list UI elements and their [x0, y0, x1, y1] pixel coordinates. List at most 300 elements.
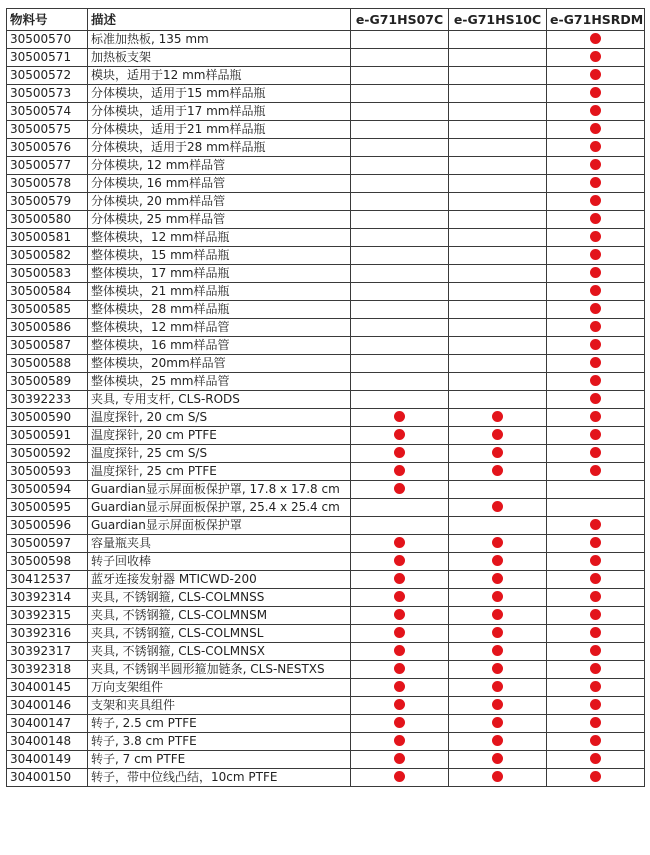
description-cell: 整体模块，20mm样品管 [88, 355, 351, 373]
table-row [7, 85, 645, 103]
part-number-cell: 30500581 [7, 229, 88, 247]
compatible-dot-icon [590, 159, 601, 170]
part-number-cell: 30400150 [7, 769, 88, 787]
model-compat-cell [547, 283, 645, 301]
model-compat-cell [547, 643, 645, 661]
compatible-dot-icon [394, 699, 405, 710]
compatible-dot-icon [590, 465, 601, 476]
description-cell: 标准加热板, 135 mm [88, 31, 351, 49]
part-number-cell: 30500580 [7, 211, 88, 229]
compatible-dot-icon [590, 69, 601, 80]
table-row [7, 625, 645, 643]
description-cell: 蓝牙连接发射器 MTICWD-200 [88, 571, 351, 589]
description-cell: 万向支架组件 [88, 679, 351, 697]
compatible-dot-icon [394, 591, 405, 602]
model-compat-cell [351, 661, 449, 679]
compatible-dot-icon [590, 123, 601, 134]
model-compat-cell [351, 265, 449, 283]
table-row [7, 337, 645, 355]
model-compat-cell [449, 211, 547, 229]
model-compat-cell [449, 391, 547, 409]
model-compat-cell [351, 157, 449, 175]
part-number-cell: 30400147 [7, 715, 88, 733]
model-compat-cell [547, 337, 645, 355]
compatible-dot-icon [590, 303, 601, 314]
compatible-dot-icon [394, 609, 405, 620]
compatible-dot-icon [590, 87, 601, 98]
description-cell: 模块，适用于12 mm样品瓶 [88, 67, 351, 85]
table-row [7, 427, 645, 445]
header-model-hs10c: e-G71HS10C [449, 9, 547, 31]
part-number-cell: 30500594 [7, 481, 88, 499]
part-number-cell: 30392318 [7, 661, 88, 679]
description-cell: 转子, 3.8 cm PTFE [88, 733, 351, 751]
model-compat-cell [351, 553, 449, 571]
model-compat-cell [351, 751, 449, 769]
model-compat-cell [449, 679, 547, 697]
part-number-cell: 30500575 [7, 121, 88, 139]
model-compat-cell [547, 67, 645, 85]
table-row [7, 517, 645, 535]
part-number-cell: 30500588 [7, 355, 88, 373]
table-row [7, 409, 645, 427]
model-compat-cell [449, 625, 547, 643]
model-compat-cell [547, 391, 645, 409]
description-cell: 夹具, 专用支杆, CLS-RODS [88, 391, 351, 409]
model-compat-cell [547, 751, 645, 769]
model-compat-cell [547, 553, 645, 571]
model-compat-cell [547, 715, 645, 733]
model-compat-cell [351, 481, 449, 499]
description-cell: 转子回收棒 [88, 553, 351, 571]
description-cell: 整体模块，15 mm样品瓶 [88, 247, 351, 265]
compatible-dot-icon [394, 411, 405, 422]
compatible-dot-icon [590, 735, 601, 746]
description-cell: 分体模块, 16 mm样品管 [88, 175, 351, 193]
model-compat-cell [547, 121, 645, 139]
description-cell: 夹具, 不锈钢半圆形箍加链条, CLS-NESTXS [88, 661, 351, 679]
table-row [7, 607, 645, 625]
model-compat-cell [547, 319, 645, 337]
part-number-cell: 30392317 [7, 643, 88, 661]
table-row [7, 139, 645, 157]
table-row [7, 499, 645, 517]
model-compat-cell [351, 715, 449, 733]
description-cell: 温度探针, 25 cm PTFE [88, 463, 351, 481]
model-compat-cell [449, 193, 547, 211]
description-cell: 整体模块，17 mm样品瓶 [88, 265, 351, 283]
model-compat-cell [449, 751, 547, 769]
model-compat-cell [449, 517, 547, 535]
model-compat-cell [351, 679, 449, 697]
model-compat-cell [449, 769, 547, 787]
table-row [7, 175, 645, 193]
compatible-dot-icon [492, 699, 503, 710]
description-cell: Guardian显示屏面板保护罩 [88, 517, 351, 535]
model-compat-cell [449, 733, 547, 751]
model-compat-cell [351, 139, 449, 157]
description-cell: 分体模块, 12 mm样品管 [88, 157, 351, 175]
compatible-dot-icon [590, 771, 601, 782]
compatible-dot-icon [590, 681, 601, 692]
model-compat-cell [351, 355, 449, 373]
table-row [7, 769, 645, 787]
table-row [7, 571, 645, 589]
model-compat-cell [351, 49, 449, 67]
part-number-cell: 30500577 [7, 157, 88, 175]
part-number-cell: 30500586 [7, 319, 88, 337]
model-compat-cell [351, 103, 449, 121]
compatible-dot-icon [492, 609, 503, 620]
table-row [7, 157, 645, 175]
compatible-dot-icon [590, 429, 601, 440]
model-compat-cell [449, 553, 547, 571]
model-compat-cell [547, 193, 645, 211]
model-compat-cell [449, 121, 547, 139]
model-compat-cell [547, 265, 645, 283]
model-compat-cell [351, 427, 449, 445]
model-compat-cell [449, 427, 547, 445]
model-compat-cell [351, 211, 449, 229]
description-cell: 分体模块, 25 mm样品管 [88, 211, 351, 229]
model-compat-cell [449, 31, 547, 49]
part-number-cell: 30500576 [7, 139, 88, 157]
compatible-dot-icon [492, 735, 503, 746]
compatible-dot-icon [394, 465, 405, 476]
description-cell: 夹具, 不锈钢箍, CLS-COLMNSM [88, 607, 351, 625]
compatible-dot-icon [394, 483, 405, 494]
part-number-cell: 30400149 [7, 751, 88, 769]
table-row [7, 661, 645, 679]
compatible-dot-icon [394, 555, 405, 566]
model-compat-cell [547, 229, 645, 247]
model-compat-cell [449, 157, 547, 175]
model-compat-cell [449, 607, 547, 625]
table-row [7, 247, 645, 265]
compatible-dot-icon [394, 753, 405, 764]
description-cell: 支架和夹具组件 [88, 697, 351, 715]
compatible-dot-icon [590, 627, 601, 638]
model-compat-cell [449, 589, 547, 607]
compatible-dot-icon [590, 177, 601, 188]
part-number-cell: 30500578 [7, 175, 88, 193]
part-number-cell: 30500589 [7, 373, 88, 391]
model-compat-cell [351, 247, 449, 265]
model-compat-cell [547, 139, 645, 157]
compatible-dot-icon [590, 537, 601, 548]
part-number-cell: 30392316 [7, 625, 88, 643]
compatible-dot-icon [590, 357, 601, 368]
description-cell: 整体模块，16 mm样品管 [88, 337, 351, 355]
model-compat-cell [449, 301, 547, 319]
model-compat-cell [449, 265, 547, 283]
compatible-dot-icon [590, 33, 601, 44]
model-compat-cell [351, 229, 449, 247]
part-number-cell: 30500571 [7, 49, 88, 67]
model-compat-cell [351, 625, 449, 643]
description-cell: 整体模块，21 mm样品瓶 [88, 283, 351, 301]
table-row [7, 697, 645, 715]
model-compat-cell [351, 517, 449, 535]
compatible-dot-icon [492, 591, 503, 602]
model-compat-cell [547, 607, 645, 625]
model-compat-cell [449, 499, 547, 517]
compatible-dot-icon [590, 51, 601, 62]
compatible-dot-icon [492, 771, 503, 782]
table-row [7, 679, 645, 697]
model-compat-cell [351, 67, 449, 85]
header-part-number: 物料号 [7, 9, 88, 31]
table-row [7, 103, 645, 121]
compatible-dot-icon [492, 411, 503, 422]
table-row [7, 31, 645, 49]
compatible-dot-icon [394, 645, 405, 656]
model-compat-cell [449, 643, 547, 661]
compatibility-table-wrapper [6, 8, 645, 787]
part-number-cell: 30500570 [7, 31, 88, 49]
model-compat-cell [449, 463, 547, 481]
header-model-hsrdm: e-G71HSRDM [547, 9, 645, 31]
model-compat-cell [449, 319, 547, 337]
model-compat-cell [449, 67, 547, 85]
compatible-dot-icon [590, 105, 601, 116]
model-compat-cell [449, 229, 547, 247]
table-row [7, 121, 645, 139]
model-compat-cell [547, 769, 645, 787]
compatible-dot-icon [492, 465, 503, 476]
compatible-dot-icon [590, 249, 601, 260]
description-cell: 分体模块，适用于15 mm样品瓶 [88, 85, 351, 103]
model-compat-cell [547, 85, 645, 103]
part-number-cell: 30500584 [7, 283, 88, 301]
model-compat-cell [449, 715, 547, 733]
compatible-dot-icon [394, 663, 405, 674]
model-compat-cell [449, 139, 547, 157]
part-number-cell: 30392314 [7, 589, 88, 607]
description-cell: 温度探针, 20 cm PTFE [88, 427, 351, 445]
part-number-cell: 30392315 [7, 607, 88, 625]
model-compat-cell [547, 445, 645, 463]
part-number-cell: 30500596 [7, 517, 88, 535]
model-compat-cell [351, 193, 449, 211]
part-number-cell: 30500582 [7, 247, 88, 265]
model-compat-cell [449, 49, 547, 67]
compatible-dot-icon [590, 393, 601, 404]
description-cell: 分体模块, 20 mm样品管 [88, 193, 351, 211]
model-compat-cell [547, 175, 645, 193]
compatible-dot-icon [590, 231, 601, 242]
model-compat-cell [547, 589, 645, 607]
part-number-cell: 30412537 [7, 571, 88, 589]
compatible-dot-icon [590, 753, 601, 764]
compatible-dot-icon [492, 537, 503, 548]
table-row [7, 355, 645, 373]
compatible-dot-icon [590, 339, 601, 350]
model-compat-cell [351, 175, 449, 193]
compatible-dot-icon [590, 321, 601, 332]
table-row [7, 733, 645, 751]
description-cell: 分体模块，适用于21 mm样品瓶 [88, 121, 351, 139]
model-compat-cell [547, 427, 645, 445]
compatible-dot-icon [492, 627, 503, 638]
compatible-dot-icon [590, 555, 601, 566]
model-compat-cell [351, 733, 449, 751]
header-description: 描述 [88, 9, 351, 31]
part-number-cell: 30400148 [7, 733, 88, 751]
model-compat-cell [449, 175, 547, 193]
header-model-hs07c: e-G71HS07C [351, 9, 449, 31]
part-number-cell: 30500573 [7, 85, 88, 103]
compatible-dot-icon [590, 285, 601, 296]
model-compat-cell [547, 49, 645, 67]
model-compat-cell [351, 85, 449, 103]
model-compat-cell [547, 301, 645, 319]
model-compat-cell [351, 589, 449, 607]
compatible-dot-icon [492, 717, 503, 728]
compatible-dot-icon [394, 771, 405, 782]
part-number-cell: 30392233 [7, 391, 88, 409]
model-compat-cell [351, 319, 449, 337]
model-compat-cell [351, 337, 449, 355]
table-body [7, 31, 645, 787]
compatible-dot-icon [590, 195, 601, 206]
model-compat-cell [449, 373, 547, 391]
part-number-cell: 30500572 [7, 67, 88, 85]
table-row [7, 301, 645, 319]
model-compat-cell [449, 481, 547, 499]
table-row [7, 463, 645, 481]
table-row [7, 49, 645, 67]
table-row [7, 265, 645, 283]
table-row [7, 481, 645, 499]
compatible-dot-icon [394, 573, 405, 584]
compatible-dot-icon [492, 753, 503, 764]
part-number-cell: 30500591 [7, 427, 88, 445]
compatible-dot-icon [394, 447, 405, 458]
model-compat-cell [449, 535, 547, 553]
model-compat-cell [547, 247, 645, 265]
compatible-dot-icon [394, 537, 405, 548]
model-compat-cell [351, 499, 449, 517]
compatible-dot-icon [590, 573, 601, 584]
table-row [7, 283, 645, 301]
compatible-dot-icon [590, 591, 601, 602]
description-cell: 加热板支架 [88, 49, 351, 67]
description-cell: 容量瓶夹具 [88, 535, 351, 553]
table-row [7, 715, 645, 733]
model-compat-cell [351, 283, 449, 301]
part-number-cell: 30500587 [7, 337, 88, 355]
compatible-dot-icon [590, 609, 601, 620]
part-number-cell: 30400145 [7, 679, 88, 697]
part-number-cell: 30500574 [7, 103, 88, 121]
model-compat-cell [547, 499, 645, 517]
description-cell: 温度探针, 20 cm S/S [88, 409, 351, 427]
model-compat-cell [449, 355, 547, 373]
description-cell: 夹具, 不锈钢箍, CLS-COLMNSS [88, 589, 351, 607]
model-compat-cell [449, 103, 547, 121]
part-number-cell: 30500590 [7, 409, 88, 427]
part-number-cell: 30500583 [7, 265, 88, 283]
table-row [7, 229, 645, 247]
model-compat-cell [351, 463, 449, 481]
description-cell: 整体模块，25 mm样品管 [88, 373, 351, 391]
description-cell: 转子, 7 cm PTFE [88, 751, 351, 769]
model-compat-cell [351, 373, 449, 391]
compatible-dot-icon [492, 681, 503, 692]
compatible-dot-icon [492, 555, 503, 566]
table-row [7, 193, 645, 211]
compatible-dot-icon [492, 645, 503, 656]
model-compat-cell [351, 535, 449, 553]
compatible-dot-icon [590, 375, 601, 386]
table-row [7, 373, 645, 391]
model-compat-cell [351, 643, 449, 661]
table-row [7, 535, 645, 553]
model-compat-cell [351, 121, 449, 139]
table-row [7, 319, 645, 337]
model-compat-cell [449, 661, 547, 679]
model-compat-cell [547, 463, 645, 481]
model-compat-cell [547, 481, 645, 499]
model-compat-cell [351, 571, 449, 589]
compatible-dot-icon [492, 429, 503, 440]
model-compat-cell [449, 571, 547, 589]
description-cell: Guardian显示屏面板保护罩, 25.4 x 25.4 cm [88, 499, 351, 517]
compatible-dot-icon [590, 267, 601, 278]
description-cell: 分体模块，适用于28 mm样品瓶 [88, 139, 351, 157]
table-row [7, 211, 645, 229]
compatible-dot-icon [590, 699, 601, 710]
compatible-dot-icon [394, 735, 405, 746]
model-compat-cell [547, 679, 645, 697]
model-compat-cell [547, 409, 645, 427]
model-compat-cell [351, 697, 449, 715]
description-cell: 转子, 2.5 cm PTFE [88, 715, 351, 733]
compatible-dot-icon [492, 501, 503, 512]
model-compat-cell [547, 157, 645, 175]
compatible-dot-icon [394, 429, 405, 440]
compatible-dot-icon [590, 519, 601, 530]
part-number-cell: 30500597 [7, 535, 88, 553]
compatible-dot-icon [394, 681, 405, 692]
compatible-dot-icon [492, 447, 503, 458]
model-compat-cell [351, 31, 449, 49]
table-row [7, 643, 645, 661]
description-cell: 夹具, 不锈钢箍, CLS-COLMNSX [88, 643, 351, 661]
part-number-cell: 30400146 [7, 697, 88, 715]
description-cell: 整体模块，28 mm样品瓶 [88, 301, 351, 319]
model-compat-cell [449, 445, 547, 463]
part-number-cell: 30500585 [7, 301, 88, 319]
table-row [7, 553, 645, 571]
model-compat-cell [449, 697, 547, 715]
compatibility-table [6, 8, 645, 787]
description-cell: 整体模块，12 mm样品管 [88, 319, 351, 337]
compatible-dot-icon [590, 447, 601, 458]
model-compat-cell [547, 733, 645, 751]
part-number-cell: 30500595 [7, 499, 88, 517]
table-row [7, 445, 645, 463]
compatible-dot-icon [590, 411, 601, 422]
description-cell: 分体模块，适用于17 mm样品瓶 [88, 103, 351, 121]
part-number-cell: 30500598 [7, 553, 88, 571]
model-compat-cell [351, 301, 449, 319]
compatible-dot-icon [590, 717, 601, 728]
model-compat-cell [547, 571, 645, 589]
compatible-dot-icon [590, 663, 601, 674]
table-row [7, 391, 645, 409]
